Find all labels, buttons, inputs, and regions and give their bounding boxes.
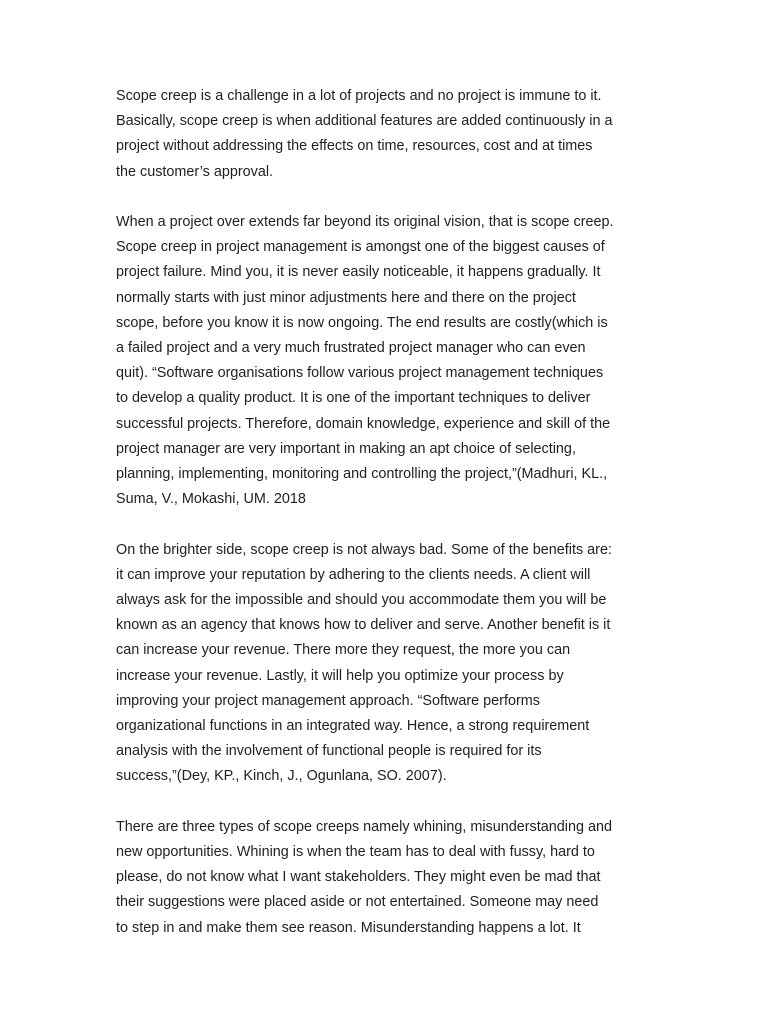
text-line: a failed project and a very much frustrated project manager who can even [116, 340, 586, 357]
text-line: analysis with the involvement of functional people is required for its [116, 743, 542, 760]
text-line: Basically, scope creep is when additional features are added continuously in a [116, 113, 613, 130]
paragraph [116, 815, 664, 941]
text-line: project without addressing the effects on time, resources, cost and at times [116, 138, 593, 155]
text-line: project failure. Mind you, it is never easily noticeable, it happens gradually. It [116, 264, 601, 281]
paragraph [116, 538, 664, 790]
text-line: the customer’s approval. [116, 163, 274, 180]
text-line: project manager are very important in making an apt choice of selecting, [116, 440, 576, 457]
text-line: Scope creep is a challenge in a lot of projects and no project is immune to it. [116, 88, 602, 104]
text-line: planning, implementing, monitoring and controlling the project,”(Madhuri, KL., [116, 466, 608, 483]
text-line: increase your revenue. Lastly, it will help you optimize your process by [116, 667, 564, 684]
text-line: their suggestions were placed aside or not entertained. Someone may need [116, 894, 599, 911]
text-line: On the brighter side, scope creep is not always bad. Some of the benefits are: [116, 541, 612, 558]
text-line: Suma, V., Mokashi, UM. 2018 [116, 491, 306, 508]
text-line: successful projects. Therefore, domain knowledge, experience and skill of the [116, 415, 611, 432]
text-line: normally starts with just minor adjustments here and there on the project [116, 289, 576, 306]
text-line: organizational functions in an integrated way. Hence, a strong requirement [116, 718, 590, 735]
paragraph [116, 210, 664, 512]
text-line: There are three types of scope creeps namely whining, misunderstanding and [116, 818, 612, 835]
text-line: new opportunities. Whining is when the team has to deal with fussy, hard to [116, 844, 595, 861]
text-line: When a project over extends far beyond its original vision, that is scope creep. [116, 214, 614, 230]
text-line: success,”(Dey, KP., Kinch, J., Ogunlana, SO. 2007). [116, 768, 447, 785]
text-line: to step in and make them see reason. Misunderstanding happens a lot. It [116, 919, 581, 936]
text-line: improving your project management approach. “Software performs [116, 692, 540, 709]
paragraph [116, 84, 664, 185]
document-body [116, 84, 664, 966]
text-line: always ask for the impossible and should you accommodate them you will be [116, 592, 607, 609]
text-line: scope, before you know it is now ongoing. The end results are costly(which is [116, 314, 608, 331]
text-line: please, do not know what I want stakeholders. They might even be mad that [116, 869, 601, 886]
text-line: can increase your revenue. There more they request, the more you can [116, 642, 571, 659]
text-line: to develop a quality product. It is one of the important techniques to deliver [116, 390, 591, 407]
text-line: Scope creep in project management is amongst one of the biggest causes of [116, 239, 605, 256]
text-line: quit). “Software organisations follow various project management techniques [116, 365, 604, 382]
text-line: known as an agency that knows how to deliver and serve. Another benefit is it [116, 617, 611, 634]
text-line: it can improve your reputation by adhering to the clients needs. A client will [116, 566, 591, 583]
